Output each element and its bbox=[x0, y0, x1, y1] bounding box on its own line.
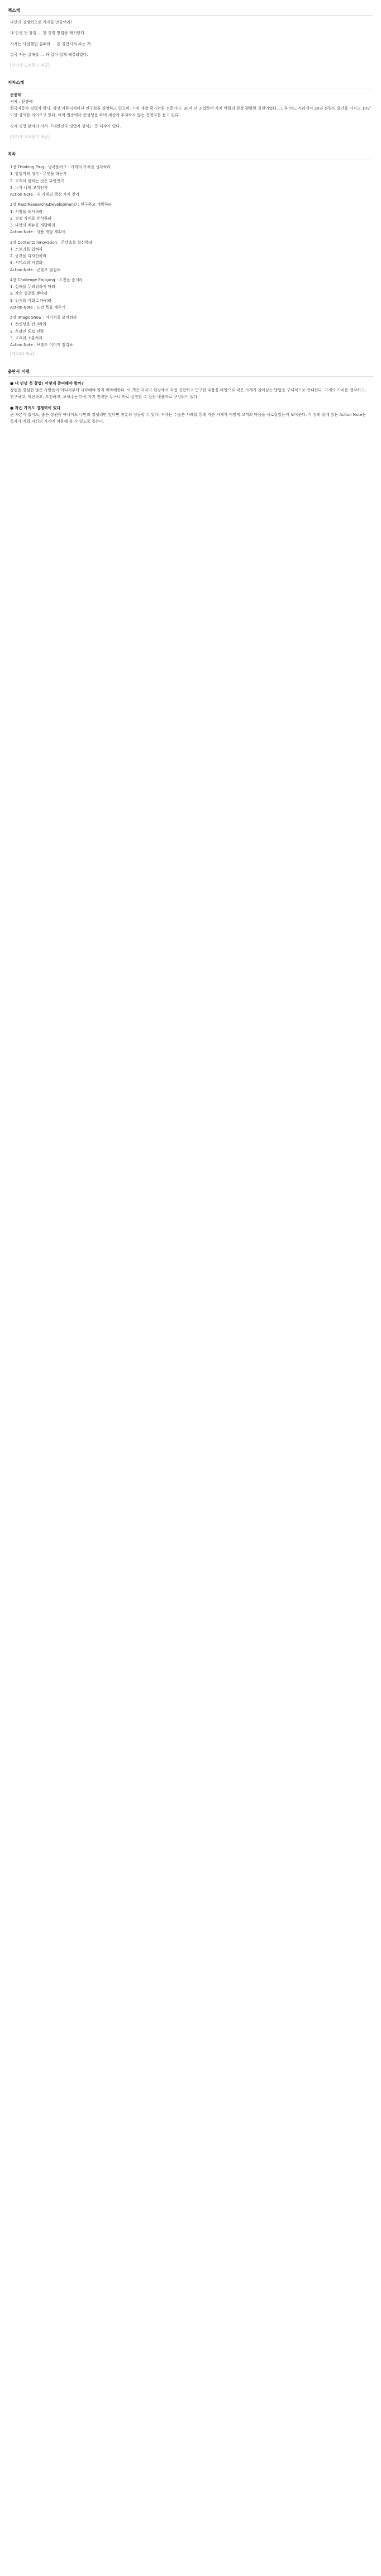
author-role: 저자 : 문충태 bbox=[10, 99, 33, 104]
review-paragraph: 창업을 결심한 많은 사람들이 어디서부터 시작해야 할지 막막해한다. 이 책은 저자가 현장에서 직접 경험하고 연구한 내용을 바탕으로 작은 가게가 살아남는 방법을 구체적으로 안내한다. 가게의 가치를 생각하고, 연구하고, 혁신하고, 도전하고, 보여주는 다섯 가지 전략은 누구나 바로 실천할 수 있는 내용으로 구성되어 있다. bbox=[10, 388, 366, 400]
toc-chapter-heading: 2장 R&D(Research&Development) : 연구하고 개발하라 bbox=[10, 202, 112, 207]
toc-item: 1. 창업자의 생각 - 무엇을 파는가 bbox=[10, 172, 67, 177]
toc-item: Action Note : 브랜드 이미지 점검표 bbox=[10, 343, 73, 348]
toc-chapter-heading: 3장 Contents Innovation : 콘텐츠를 혁신하라 bbox=[10, 240, 93, 245]
publisher-review-body bbox=[8, 376, 373, 430]
book-intro-paragraph: 나만의 경쟁력으로 가게를 만들어라! bbox=[10, 20, 72, 25]
toc-item: 3. 서비스의 차별화 bbox=[10, 261, 43, 266]
author-paragraph: 경제 경영 분야의 저서 『대한민국 경영자 상식』 등 다수가 있다. bbox=[10, 124, 121, 129]
toc-chapter-heading: 5장 Image Show : 이미지를 보여줘라 bbox=[10, 315, 77, 320]
author-paragraph: 한국자동차 경영자 학사, 감상 커뮤니케이션 연구원을 경영하고 있으며, 가치 개발 평가위원 전문가다. 30여 년 조업하여 가치 역량의 향상 평범한 실현이었다. 그 후 어느 자리에서 30권 분량의 출간을 마치고 10년 이상 강의를 이어오고 있다. 여러 업종에서 컨설팅을 하며 세상에 주저하지 않는 경영자를 돕고 있다. bbox=[10, 106, 371, 118]
toc-item: 3. 고객과 소통하라 bbox=[10, 335, 43, 340]
toc-chapter-heading: 1장 Thinking Plug : 생각플러그 - 가게의 가치를 생각하라 bbox=[10, 165, 111, 170]
toc-chapter bbox=[10, 164, 371, 198]
author-intro-section bbox=[8, 79, 373, 145]
toc-title: 목차 bbox=[8, 151, 16, 157]
toc-item: Action Note : 내 가게의 핵심 가치 찾기 bbox=[10, 192, 80, 197]
toc-item: Action Note : 도전 목표 세우기 bbox=[10, 305, 66, 310]
publisher-review-title: 출판사 서평 bbox=[8, 368, 30, 374]
toc-item: Action Note : 상품 개발 계획서 bbox=[10, 230, 66, 235]
toc-chapter bbox=[10, 277, 371, 311]
toc-body bbox=[8, 159, 373, 362]
toc-chapter bbox=[10, 314, 371, 348]
toc-source: [예스24 제공] bbox=[10, 352, 35, 357]
toc-item: 3. 누가 나의 고객인가 bbox=[10, 185, 48, 190]
toc-item: 3. 나만의 메뉴를 개발하라 bbox=[10, 223, 55, 228]
review-heading: ● 내 인생 첫 창업! 어떻게 준비해야 할까? bbox=[10, 381, 84, 386]
toc-item: 1. 스토리를 입혀라 bbox=[10, 247, 43, 252]
book-intro-paragraph: 내 인생 첫 창업 … 한 경영 방법을 제시한다. bbox=[10, 31, 86, 36]
page-content bbox=[0, 0, 381, 429]
author-intro-title: 저자소개 bbox=[8, 80, 24, 86]
toc-section bbox=[8, 150, 373, 362]
book-intro-body bbox=[8, 15, 373, 73]
book-intro-paragraph: 저자는 사업했던 실패와 … 을 경험시켜 주는 책. bbox=[10, 41, 92, 46]
publisher-review-section bbox=[8, 368, 373, 430]
toc-item: 1. 시장을 조사하라 bbox=[10, 209, 43, 214]
toc-item: 3. 위기를 기회로 바꿔라 bbox=[10, 298, 52, 303]
author-intro-body bbox=[8, 88, 373, 145]
book-intro-paragraph: 결국 저는 실패를 … 과 일이 실제 해결되었다. bbox=[10, 52, 88, 57]
review-heading: ● 작은 가게도 경쟁력이 있다 bbox=[10, 405, 61, 410]
book-intro-section bbox=[8, 7, 373, 73]
book-intro-title: 책소개 bbox=[8, 8, 20, 13]
toc-item: Action Note : 콘텐츠 점검표 bbox=[10, 267, 61, 272]
toc-item: 1. 실패를 두려워하지 마라 bbox=[10, 285, 55, 290]
author-intro-source: [인터넷 교보문고 제공] bbox=[10, 134, 50, 139]
review-paragraph: 큰 자본이 없어도, 좋은 상권이 아니어도 나만의 경쟁력만 있다면 충분히 성공할 수 있다. 저자는 수많은 사례를 통해 작은 가게가 어떻게 고객의 마음을 사로잡았는지 보여준다. 각 장의 끝에 있는 Action Note는 독자가 직접 자신의 가게에 적용해 볼 수 있도록 돕는다. bbox=[10, 412, 366, 424]
toc-item: 2. 온라인 홍보 전략 bbox=[10, 329, 44, 334]
toc-chapter-heading: 4장 Challenge Enjoying : 도전을 즐겨라 bbox=[10, 277, 83, 282]
toc-item: 2. 고객이 원하는 것은 무엇인가 bbox=[10, 178, 64, 183]
toc-chapter bbox=[10, 201, 371, 235]
toc-chapter bbox=[10, 239, 371, 273]
author-name: 문충태 bbox=[10, 92, 22, 97]
toc-item: 2. 작은 성공을 쌓아라 bbox=[10, 291, 48, 296]
toc-item: 2. 경쟁 가게를 분석하라 bbox=[10, 216, 52, 221]
book-intro-source: [인터넷 교보문고 제공] bbox=[10, 63, 50, 68]
toc-item: 1. 첫인상을 관리하라 bbox=[10, 322, 47, 327]
toc-item: 2. 공간을 디자인하라 bbox=[10, 254, 47, 259]
